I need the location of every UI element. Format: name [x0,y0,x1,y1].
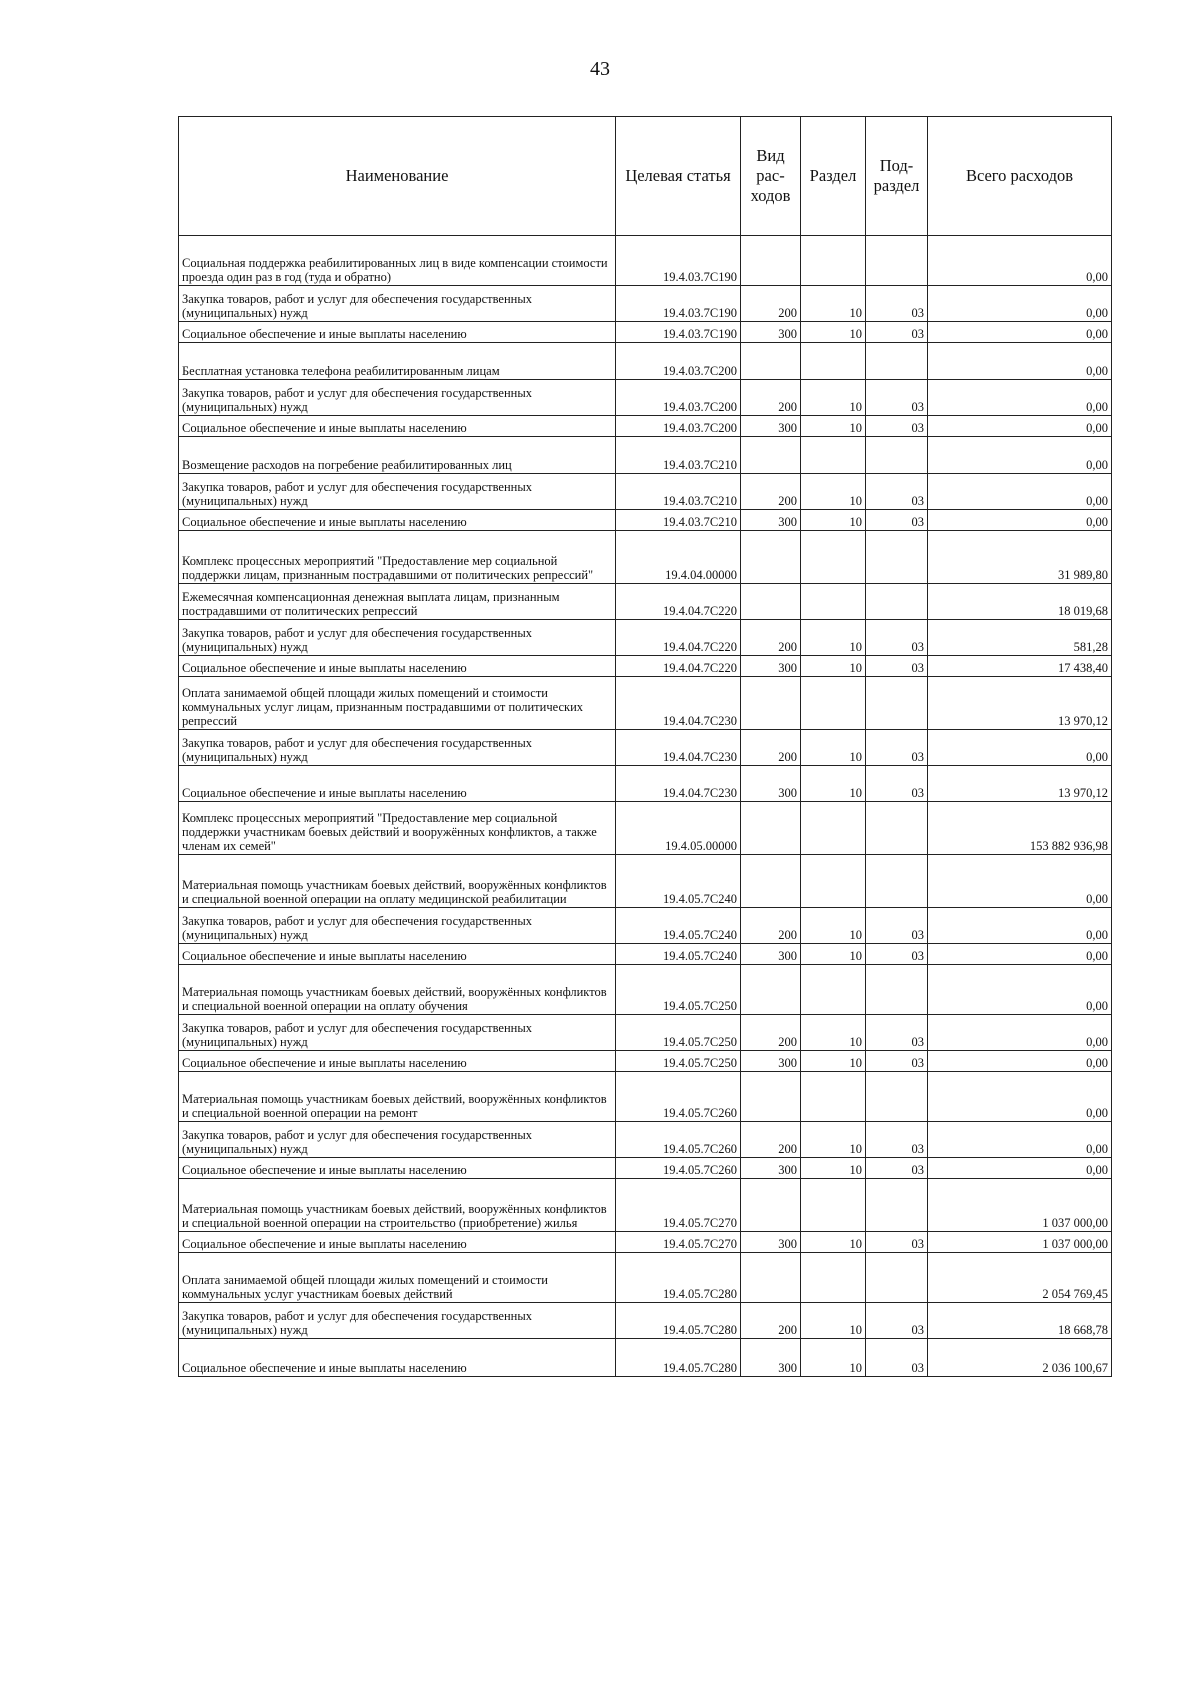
cell-target: 19.4.05.7С270 [616,1232,741,1253]
cell-target: 19.4.03.7С210 [616,437,741,474]
cell-kind [741,802,801,855]
cell-subsection: 03 [866,322,928,343]
cell-subsection: 03 [866,1015,928,1051]
table-row [179,474,1112,510]
cell-name: Материальная помощь участникам боевых действий, вооружённых конфликтов и специальной военной операции на оплату обучения [179,965,616,1015]
cell-subsection [866,437,928,474]
page-number: 43 [590,58,610,80]
table-row [179,802,1112,855]
cell-kind [741,1179,801,1232]
cell-target: 19.4.05.7С260 [616,1158,741,1179]
cell-section: 10 [801,908,866,944]
cell-target: 19.4.03.7С190 [616,286,741,322]
cell-kind: 200 [741,1015,801,1051]
cell-name: Закупка товаров, работ и услуг для обеспечения государственных (муниципальных) нужд [179,474,616,510]
cell-name: Социальное обеспечение и иные выплаты населению [179,944,616,965]
cell-target: 19.4.04.7С220 [616,584,741,620]
cell-kind: 200 [741,908,801,944]
cell-subsection [866,1072,928,1122]
cell-section: 10 [801,1122,866,1158]
cell-kind [741,965,801,1015]
cell-name: Закупка товаров, работ и услуг для обеспечения государственных (муниципальных) нужд [179,908,616,944]
cell-name: Социальное обеспечение и иные выплаты населению [179,1232,616,1253]
cell-target: 19.4.03.7С200 [616,380,741,416]
table-row [179,730,1112,766]
cell-total: 0,00 [928,1158,1112,1179]
cell-section: 10 [801,380,866,416]
cell-kind: 200 [741,730,801,766]
cell-section [801,802,866,855]
cell-total: 0,00 [928,855,1112,908]
cell-total: 31 989,80 [928,531,1112,584]
cell-target: 19.4.05.7С250 [616,1051,741,1072]
cell-subsection: 03 [866,1051,928,1072]
table-row [179,656,1112,677]
cell-total: 0,00 [928,437,1112,474]
cell-section [801,1072,866,1122]
cell-section: 10 [801,1339,866,1377]
cell-total: 153 882 936,98 [928,802,1112,855]
cell-kind: 300 [741,944,801,965]
cell-subsection: 03 [866,380,928,416]
cell-subsection: 03 [866,474,928,510]
table-row [179,1339,1112,1377]
cell-name: Комплекс процессных мероприятий "Предоставление мер социальной поддержки лицам, признанным пострадавшими от политических репрессий" [179,531,616,584]
cell-name: Оплата занимаемой общей площади жилых помещений и стоимости коммунальных услуг участникам боевых действий [179,1253,616,1303]
cell-name: Закупка товаров, работ и услуг для обеспечения государственных (муниципальных) нужд [179,1122,616,1158]
table-row [179,944,1112,965]
cell-kind [741,677,801,730]
cell-target: 19.4.04.7С220 [616,656,741,677]
table-row [179,965,1112,1015]
cell-target: 19.4.04.7С230 [616,677,741,730]
cell-subsection [866,802,928,855]
cell-section [801,1179,866,1232]
cell-section: 10 [801,766,866,802]
table-row [179,1072,1112,1122]
cell-subsection: 03 [866,286,928,322]
table-row [179,584,1112,620]
table-body [179,236,1112,1377]
cell-target: 19.4.05.7С280 [616,1339,741,1377]
cell-name: Социальное обеспечение и иные выплаты населению [179,1158,616,1179]
cell-section: 10 [801,416,866,437]
cell-name: Бесплатная установка телефона реабилитированным лицам [179,343,616,380]
table-row [179,908,1112,944]
table-row [179,510,1112,531]
cell-total: 1 037 000,00 [928,1179,1112,1232]
table-row [179,236,1112,286]
cell-name: Ежемесячная компенсационная денежная выплата лицам, признанным пострадавшими от политических репрессий [179,584,616,620]
cell-subsection: 03 [866,1158,928,1179]
cell-total: 0,00 [928,944,1112,965]
cell-section: 10 [801,656,866,677]
cell-name: Закупка товаров, работ и услуг для обеспечения государственных (муниципальных) нужд [179,286,616,322]
table-row [179,322,1112,343]
cell-target: 19.4.05.7С260 [616,1072,741,1122]
cell-subsection: 03 [866,510,928,531]
cell-total: 0,00 [928,1122,1112,1158]
cell-target: 19.4.05.00000 [616,802,741,855]
cell-total: 2 054 769,45 [928,1253,1112,1303]
cell-kind: 300 [741,1158,801,1179]
table-row [179,1179,1112,1232]
cell-kind [741,437,801,474]
table-row [179,531,1112,584]
cell-section: 10 [801,1015,866,1051]
cell-total: 0,00 [928,965,1112,1015]
cell-name: Материальная помощь участникам боевых действий, вооружённых конфликтов и специальной военной операции на ремонт [179,1072,616,1122]
cell-kind: 300 [741,766,801,802]
table-row [179,1158,1112,1179]
cell-target: 19.4.05.7С240 [616,855,741,908]
cell-total: 0,00 [928,510,1112,531]
cell-name: Социальное обеспечение и иные выплаты населению [179,510,616,531]
cell-total: 0,00 [928,380,1112,416]
cell-section: 10 [801,1303,866,1339]
cell-name: Закупка товаров, работ и услуг для обеспечения государственных (муниципальных) нужд [179,620,616,656]
cell-section [801,531,866,584]
cell-name: Закупка товаров, работ и услуг для обеспечения государственных (муниципальных) нужд [179,730,616,766]
cell-subsection [866,343,928,380]
cell-kind [741,531,801,584]
header-subsection: Под-раздел [866,117,928,236]
cell-subsection: 03 [866,416,928,437]
table-row [179,286,1112,322]
cell-subsection: 03 [866,944,928,965]
cell-kind [741,236,801,286]
cell-section [801,855,866,908]
cell-section [801,236,866,286]
cell-name: Социальное обеспечение и иные выплаты населению [179,656,616,677]
cell-target: 19.4.05.7С280 [616,1253,741,1303]
table-row [179,620,1112,656]
cell-total: 0,00 [928,286,1112,322]
cell-subsection [866,1179,928,1232]
table-row [179,437,1112,474]
cell-name: Закупка товаров, работ и услуг для обеспечения государственных (муниципальных) нужд [179,380,616,416]
cell-name: Комплекс процессных мероприятий "Предоставление мер социальной поддержки участникам боевых действий и вооружённых конфликтов, а также членам их семей" [179,802,616,855]
cell-target: 19.4.04.00000 [616,531,741,584]
cell-total: 0,00 [928,236,1112,286]
cell-section: 10 [801,730,866,766]
cell-target: 19.4.04.7С230 [616,730,741,766]
table-row [179,1232,1112,1253]
cell-section [801,343,866,380]
cell-target: 19.4.05.7С250 [616,1015,741,1051]
cell-target: 19.4.04.7С220 [616,620,741,656]
cell-total: 17 438,40 [928,656,1112,677]
cell-total: 18 019,68 [928,584,1112,620]
cell-name: Возмещение расходов на погребение реабилитированных лиц [179,437,616,474]
cell-name: Социальное обеспечение и иные выплаты населению [179,322,616,343]
cell-kind: 300 [741,416,801,437]
cell-kind: 300 [741,510,801,531]
cell-total: 1 037 000,00 [928,1232,1112,1253]
cell-target: 19.4.03.7С210 [616,510,741,531]
cell-kind: 200 [741,620,801,656]
table-header-row [179,117,1112,236]
cell-target: 19.4.05.7С240 [616,944,741,965]
cell-kind [741,343,801,380]
cell-target: 19.4.05.7С270 [616,1179,741,1232]
budget-table [178,116,1112,1377]
cell-section: 10 [801,620,866,656]
cell-kind: 300 [741,1051,801,1072]
cell-target: 19.4.05.7С280 [616,1303,741,1339]
cell-section [801,1253,866,1303]
table-row [179,855,1112,908]
cell-subsection [866,236,928,286]
cell-subsection: 03 [866,620,928,656]
cell-section: 10 [801,944,866,965]
cell-subsection [866,965,928,1015]
cell-target: 19.4.05.7С240 [616,908,741,944]
cell-kind: 200 [741,474,801,510]
cell-name: Социальное обеспечение и иные выплаты населению [179,1339,616,1377]
table-row [179,1122,1112,1158]
cell-name: Оплата занимаемой общей площади жилых помещений и стоимости коммунальных услуг лицам, признанным пострадавшими от политических репрессий [179,677,616,730]
cell-name: Материальная помощь участникам боевых действий, вооружённых конфликтов и специальной военной операции на строительство (приобретение) жилья [179,1179,616,1232]
cell-target: 19.4.05.7С250 [616,965,741,1015]
cell-kind: 200 [741,286,801,322]
cell-total: 13 970,12 [928,677,1112,730]
cell-name: Закупка товаров, работ и услуг для обеспечения государственных (муниципальных) нужд [179,1015,616,1051]
header-kind: Вид рас-ходов [741,117,801,236]
cell-subsection: 03 [866,1122,928,1158]
cell-subsection: 03 [866,1339,928,1377]
cell-subsection: 03 [866,730,928,766]
cell-section [801,965,866,1015]
cell-total: 0,00 [928,343,1112,380]
cell-kind: 200 [741,1122,801,1158]
cell-name: Социальное обеспечение и иные выплаты населению [179,416,616,437]
cell-total: 581,28 [928,620,1112,656]
header-total: Всего расходов [928,117,1112,236]
cell-name: Социальная поддержка реабилитированных лиц в виде компенсации стоимости проезда один раз в год (туда и обратно) [179,236,616,286]
cell-subsection [866,1253,928,1303]
cell-total: 13 970,12 [928,766,1112,802]
cell-kind [741,584,801,620]
cell-total: 0,00 [928,1072,1112,1122]
cell-kind [741,855,801,908]
cell-subsection: 03 [866,1303,928,1339]
table-row [179,416,1112,437]
table-row [179,380,1112,416]
cell-section: 10 [801,510,866,531]
cell-kind: 300 [741,656,801,677]
cell-total: 0,00 [928,416,1112,437]
cell-section: 10 [801,1158,866,1179]
cell-total: 18 668,78 [928,1303,1112,1339]
cell-target: 19.4.03.7С190 [616,322,741,343]
cell-target: 19.4.04.7С230 [616,766,741,802]
cell-total: 0,00 [928,908,1112,944]
cell-kind: 200 [741,380,801,416]
cell-kind: 300 [741,1232,801,1253]
cell-subsection: 03 [866,908,928,944]
cell-subsection: 03 [866,656,928,677]
cell-kind: 200 [741,1303,801,1339]
cell-kind [741,1072,801,1122]
cell-name: Закупка товаров, работ и услуг для обеспечения государственных (муниципальных) нужд [179,1303,616,1339]
cell-section: 10 [801,1051,866,1072]
cell-name: Социальное обеспечение и иные выплаты населению [179,1051,616,1072]
cell-subsection [866,584,928,620]
cell-section: 10 [801,286,866,322]
cell-target: 19.4.03.7С190 [616,236,741,286]
cell-kind: 300 [741,1339,801,1377]
table-row [179,677,1112,730]
cell-target: 19.4.03.7С200 [616,343,741,380]
cell-target: 19.4.03.7С200 [616,416,741,437]
header-target: Целевая статья [616,117,741,236]
cell-kind [741,1253,801,1303]
cell-name: Материальная помощь участникам боевых действий, вооружённых конфликтов и специальной военной операции на оплату медицинской реабилитации [179,855,616,908]
cell-section: 10 [801,1232,866,1253]
cell-total: 2 036 100,67 [928,1339,1112,1377]
table-row [179,1303,1112,1339]
cell-total: 0,00 [928,1051,1112,1072]
cell-subsection [866,677,928,730]
cell-section: 10 [801,322,866,343]
cell-total: 0,00 [928,730,1112,766]
cell-target: 19.4.05.7С260 [616,1122,741,1158]
header-section: Раздел [801,117,866,236]
cell-kind: 300 [741,322,801,343]
cell-name: Социальное обеспечение и иные выплаты населению [179,766,616,802]
table-row [179,766,1112,802]
table-row [179,343,1112,380]
cell-subsection: 03 [866,1232,928,1253]
cell-total: 0,00 [928,474,1112,510]
cell-target: 19.4.03.7С210 [616,474,741,510]
cell-section [801,584,866,620]
cell-total: 0,00 [928,1015,1112,1051]
table-row [179,1015,1112,1051]
cell-subsection [866,855,928,908]
cell-subsection [866,531,928,584]
cell-section [801,677,866,730]
cell-total: 0,00 [928,322,1112,343]
table-row [179,1253,1112,1303]
table-row [179,1051,1112,1072]
cell-section: 10 [801,474,866,510]
cell-section [801,437,866,474]
cell-subsection: 03 [866,766,928,802]
header-name: Наименование [179,117,616,236]
